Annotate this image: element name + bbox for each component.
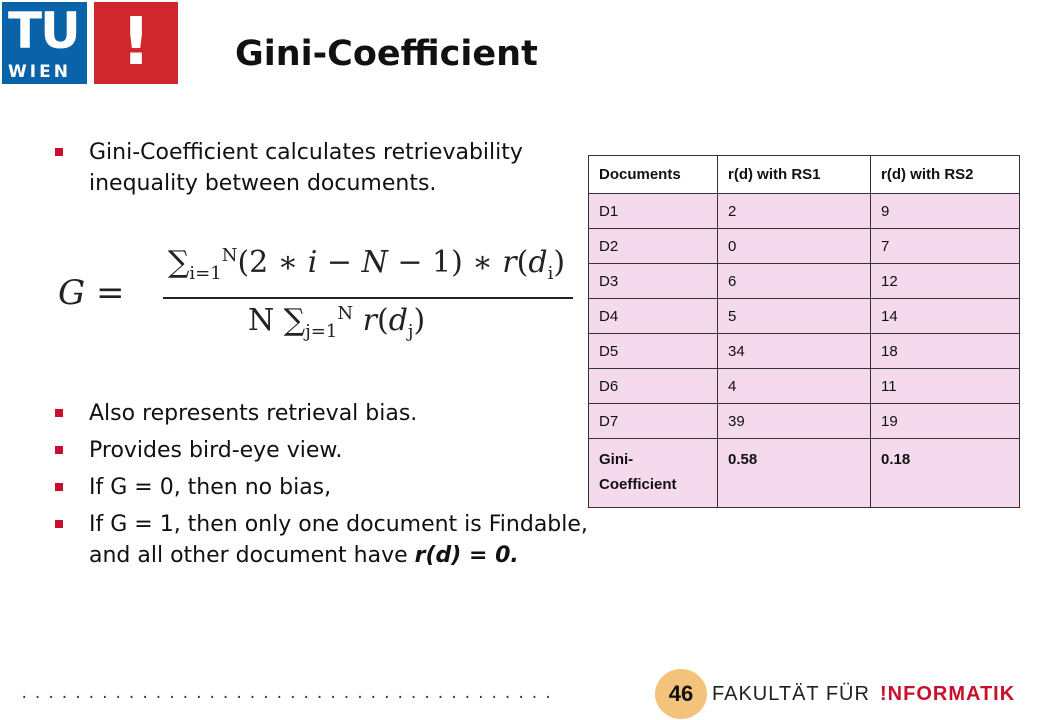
cell-rs2: 12 xyxy=(871,264,1020,299)
cell-rs2: 14 xyxy=(871,299,1020,334)
bullet-text: If G = 1, then only one document is Findable, and all other document have xyxy=(89,512,588,568)
cell-rs1: 5 xyxy=(718,299,871,334)
tu-wien-logo xyxy=(0,0,180,88)
footer-dotted-line: ........................................ xyxy=(20,686,558,702)
cell-rs1: 2 xyxy=(718,194,871,229)
formula-denominator: N $\sum_{j=1}^N$ $r(d_j)$ xyxy=(248,303,426,342)
informatik-label: !NFORMATIK xyxy=(880,683,1016,705)
gini-formula xyxy=(58,245,573,355)
bullet-item xyxy=(55,398,615,429)
header-documents: Documents xyxy=(589,156,718,194)
square-bullet-icon xyxy=(55,483,63,491)
cell-document: D2 xyxy=(589,229,718,264)
square-bullet-icon xyxy=(55,148,63,156)
table-row-gini xyxy=(589,439,1020,508)
cell-document: D3 xyxy=(589,264,718,299)
retrievability-table xyxy=(588,155,1020,508)
cell-rs1: 6 xyxy=(718,264,871,299)
cell-rs2: 11 xyxy=(871,369,1020,404)
bullet-emphasis: r(d) = 0. xyxy=(414,543,519,568)
formula-equals: = xyxy=(95,273,125,313)
bottom-bullet-list xyxy=(55,398,615,571)
cell-rs1: 39 xyxy=(718,404,871,439)
cell-rs1: 0 xyxy=(718,229,871,264)
cell-rs2: 7 xyxy=(871,229,1020,264)
table-row xyxy=(589,334,1020,369)
bullet-item xyxy=(55,472,615,503)
cell-document: D6 xyxy=(589,369,718,404)
fraction-bar xyxy=(163,297,573,299)
cell-document: D5 xyxy=(589,334,718,369)
logo-tu-block xyxy=(2,2,87,84)
cell-document: D4 xyxy=(589,299,718,334)
cell-rs2: 9 xyxy=(871,194,1020,229)
cell-rs1: 4 xyxy=(718,369,871,404)
table-row xyxy=(589,264,1020,299)
bullet-text: Gini-Coefficient calculates retrievability inequality between documents. xyxy=(89,140,523,196)
formula-sum: ∑ xyxy=(168,245,190,280)
faculty-label: FAKULTÄT FÜR xyxy=(712,683,870,705)
table-row xyxy=(589,229,1020,264)
page-number-badge: 46 xyxy=(655,669,707,719)
cell-gini-rs1: 0.58 xyxy=(718,439,871,508)
bullet-item xyxy=(55,509,615,571)
table-row xyxy=(589,404,1020,439)
formula-g: G xyxy=(58,273,86,313)
cell-gini-rs2: 0.18 xyxy=(871,439,1020,508)
square-bullet-icon xyxy=(55,446,63,454)
table-row xyxy=(589,194,1020,229)
table-header-row xyxy=(589,156,1020,194)
bullet-text: Also represents retrieval bias. xyxy=(89,401,418,426)
cell-rs2: 18 xyxy=(871,334,1020,369)
cell-document: D7 xyxy=(589,404,718,439)
cell-rs1: 34 xyxy=(718,334,871,369)
square-bullet-icon xyxy=(55,520,63,528)
formula-numerator: $\sum_{i=1}^N(2$ ∗ i − N − 1) ∗ $r(d_i)$ xyxy=(168,245,566,284)
header-rs2: r(d) with RS2 xyxy=(871,156,1020,194)
table-row xyxy=(589,299,1020,334)
cell-gini-label: Gini- Coefficient xyxy=(589,439,718,508)
formula-denominator-sum: N ∑ xyxy=(248,303,306,338)
logo-tu-text: TU xyxy=(8,2,79,60)
header-rs1: r(d) with RS1 xyxy=(718,156,871,194)
logo-exclamation-mark: ! xyxy=(94,2,178,84)
logo-wien-text: WIEN xyxy=(8,62,71,82)
bullet-text: Provides bird-eye view. xyxy=(89,438,343,463)
bullet-item xyxy=(55,435,615,466)
bullet-item xyxy=(55,137,575,199)
cell-document: D1 xyxy=(589,194,718,229)
slide-title: Gini-Coefficient xyxy=(235,34,538,74)
top-bullet-list xyxy=(55,137,575,199)
bullet-text: If G = 0, then no bias, xyxy=(89,475,332,500)
formula-lhs xyxy=(58,273,124,313)
cell-rs2: 19 xyxy=(871,404,1020,439)
table-row xyxy=(589,369,1020,404)
square-bullet-icon xyxy=(55,409,63,417)
